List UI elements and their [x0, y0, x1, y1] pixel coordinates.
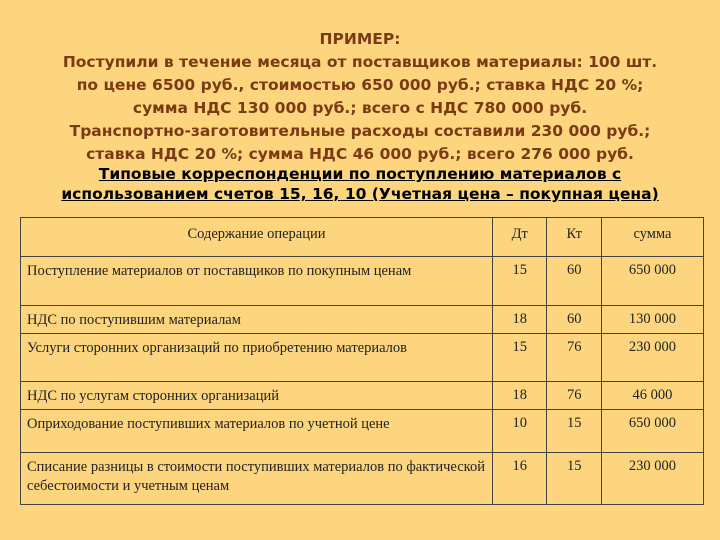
- row-credit: 15: [547, 453, 601, 505]
- row-description: НДС по поступившим материалам: [21, 306, 493, 334]
- example-header: [30, 28, 690, 166]
- table-header-row: [21, 218, 704, 257]
- example-line-4: Транспортно-заготовительные расходы составили 230 000 руб.;: [69, 122, 651, 140]
- table-row: [21, 257, 704, 306]
- row-description: Услуги сторонних организаций по приобретению материалов: [21, 334, 493, 382]
- row-credit: 60: [547, 306, 601, 334]
- header-amount: сумма: [601, 218, 703, 257]
- row-debit: 16: [492, 453, 547, 505]
- row-amount: 650 000: [601, 410, 703, 453]
- subtitle-line-2: использованием счетов 15, 16, 10 (Учетная цена – покупная цена): [61, 185, 659, 203]
- example-heading: ПРИМЕР:: [319, 30, 401, 48]
- table-row: [21, 453, 704, 505]
- example-line-1: Поступили в течение месяца от поставщиков материалы: 100 шт.: [62, 53, 658, 71]
- header-description: Содержание операции: [21, 218, 493, 257]
- row-credit: 15: [547, 410, 601, 453]
- row-amount: 46 000: [601, 382, 703, 410]
- table-row: [21, 334, 704, 382]
- row-debit: 10: [492, 410, 547, 453]
- example-line-3: сумма НДС 130 000 руб.; всего с НДС 780 000 руб.: [132, 99, 588, 117]
- row-description: Оприходование поступивших материалов по учетной цене: [21, 410, 493, 453]
- row-description: Списание разницы в стоимости поступивших материалов по фактической себестоимости и учетным ценам: [21, 453, 493, 505]
- row-amount: 230 000: [601, 334, 703, 382]
- row-description: Поступление материалов от поставщиков по покупным ценам: [21, 257, 493, 306]
- subtitle-line-1: Типовые корреспонденции по поступлению материалов с: [98, 165, 622, 183]
- row-debit: 15: [492, 257, 547, 306]
- table-subtitle: [30, 164, 690, 204]
- table-row: [21, 410, 704, 453]
- row-amount: 130 000: [601, 306, 703, 334]
- operations-table: [20, 217, 704, 505]
- row-description: НДС по услугам сторонних организаций: [21, 382, 493, 410]
- example-line-2: по цене 6500 руб., стоимостью 650 000 руб.; ставка НДС 20 %;: [76, 76, 644, 94]
- row-amount: 650 000: [601, 257, 703, 306]
- row-debit: 18: [492, 306, 547, 334]
- row-credit: 60: [547, 257, 601, 306]
- header-debit: Дт: [492, 218, 547, 257]
- row-amount: 230 000: [601, 453, 703, 505]
- header-credit: Кт: [547, 218, 601, 257]
- row-debit: 15: [492, 334, 547, 382]
- row-credit: 76: [547, 334, 601, 382]
- example-line-5: ставка НДС 20 %; сумма НДС 46 000 руб.; всего 276 000 руб.: [86, 145, 634, 163]
- row-debit: 18: [492, 382, 547, 410]
- row-credit: 76: [547, 382, 601, 410]
- table-row: [21, 306, 704, 334]
- table-row: [21, 382, 704, 410]
